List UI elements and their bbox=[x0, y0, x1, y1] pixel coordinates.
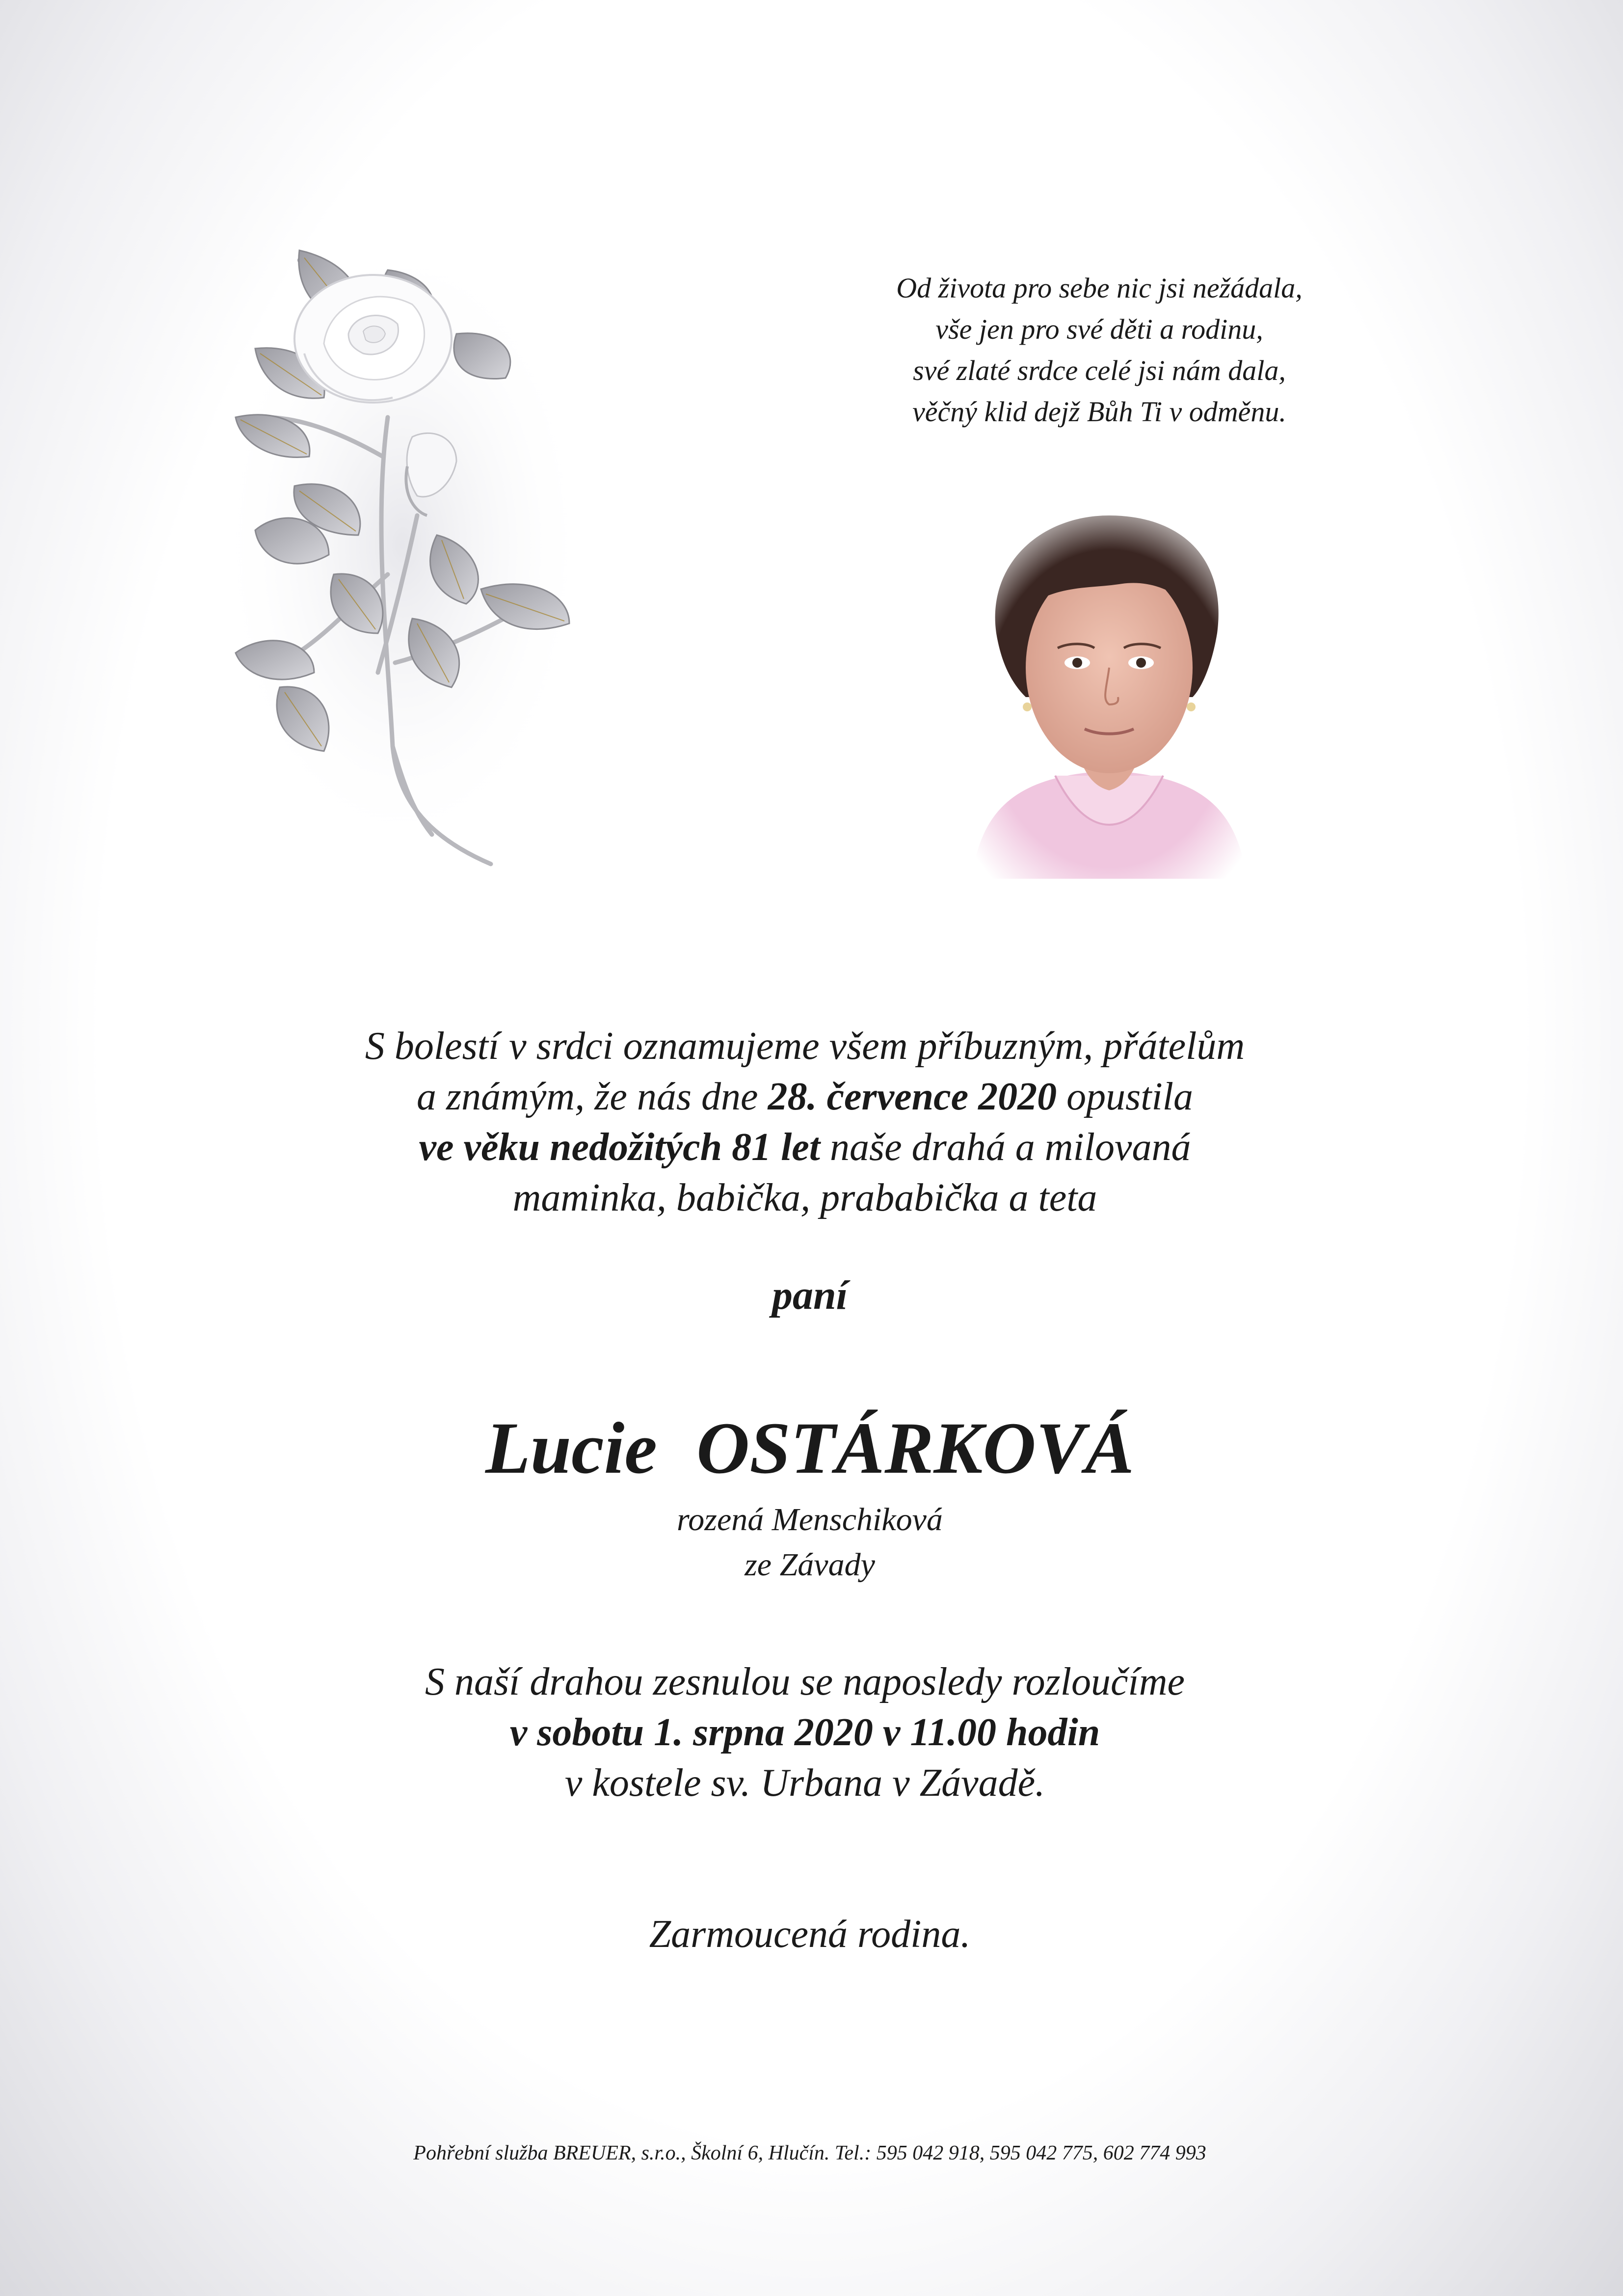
funeral-place: v kostele sv. Urbana v Závadě. bbox=[564, 1761, 1045, 1805]
poem-line: své zlaté srdce celé jsi nám dala, bbox=[913, 354, 1286, 386]
age-at-death: ve věku nedožitých 81 let bbox=[419, 1126, 821, 1169]
announcement-text-span: a známým, že nás dne bbox=[417, 1075, 768, 1118]
announcement-line bbox=[265, 1072, 1345, 1122]
announcement-line bbox=[265, 1122, 1345, 1173]
announcement-text bbox=[265, 1021, 1345, 1223]
maiden-name: rozená Menschiková bbox=[677, 1502, 943, 1538]
announcement-line: S bolestí v srdci oznamujeme všem příbuzným, přátelům bbox=[365, 1025, 1245, 1068]
poem-line: věčný klid dejž Bůh Ti v odměnu. bbox=[912, 396, 1286, 428]
funeral-datetime bbox=[265, 1707, 1345, 1758]
date-of-death: 28. července 2020 bbox=[768, 1075, 1057, 1118]
announcement-text-span: opustila bbox=[1057, 1075, 1193, 1118]
rose-illustration bbox=[226, 231, 599, 869]
signature: Zarmoucená rodina. bbox=[649, 1913, 971, 1956]
poem bbox=[810, 268, 1389, 432]
poem-line: Od života pro sebe nic jsi nežádala, bbox=[896, 272, 1303, 304]
deceased-name bbox=[344, 1404, 1276, 1492]
last-name: OSTÁRKOVÁ bbox=[696, 1407, 1134, 1489]
funeral-line: S naší drahou zesnulou se naposledy rozloučíme bbox=[425, 1660, 1185, 1703]
funeral-service-footer: Pohřební služba BREUER, s.r.o., Školní 6, Hlučín. Tel.: 595 042 918, 595 042 775, 602 774 993 bbox=[413, 2142, 1206, 2164]
announcement-line: maminka, babička, prababička a teta bbox=[512, 1176, 1097, 1219]
birth-info bbox=[491, 1497, 1129, 1588]
funeral-datetime-text: v sobotu 1. srpna 2020 v 11.00 hodin bbox=[509, 1711, 1100, 1754]
poem-line: vše jen pro své děti a rodinu, bbox=[935, 313, 1263, 345]
portrait-photo bbox=[962, 501, 1256, 879]
origin: ze Závady bbox=[745, 1547, 875, 1583]
rose-bloom bbox=[294, 275, 452, 403]
first-name: Lucie bbox=[485, 1407, 657, 1489]
funeral-info bbox=[265, 1657, 1345, 1809]
title-honorific: paní bbox=[772, 1272, 848, 1318]
announcement-text-span: naše drahá a milovaná bbox=[820, 1126, 1191, 1169]
